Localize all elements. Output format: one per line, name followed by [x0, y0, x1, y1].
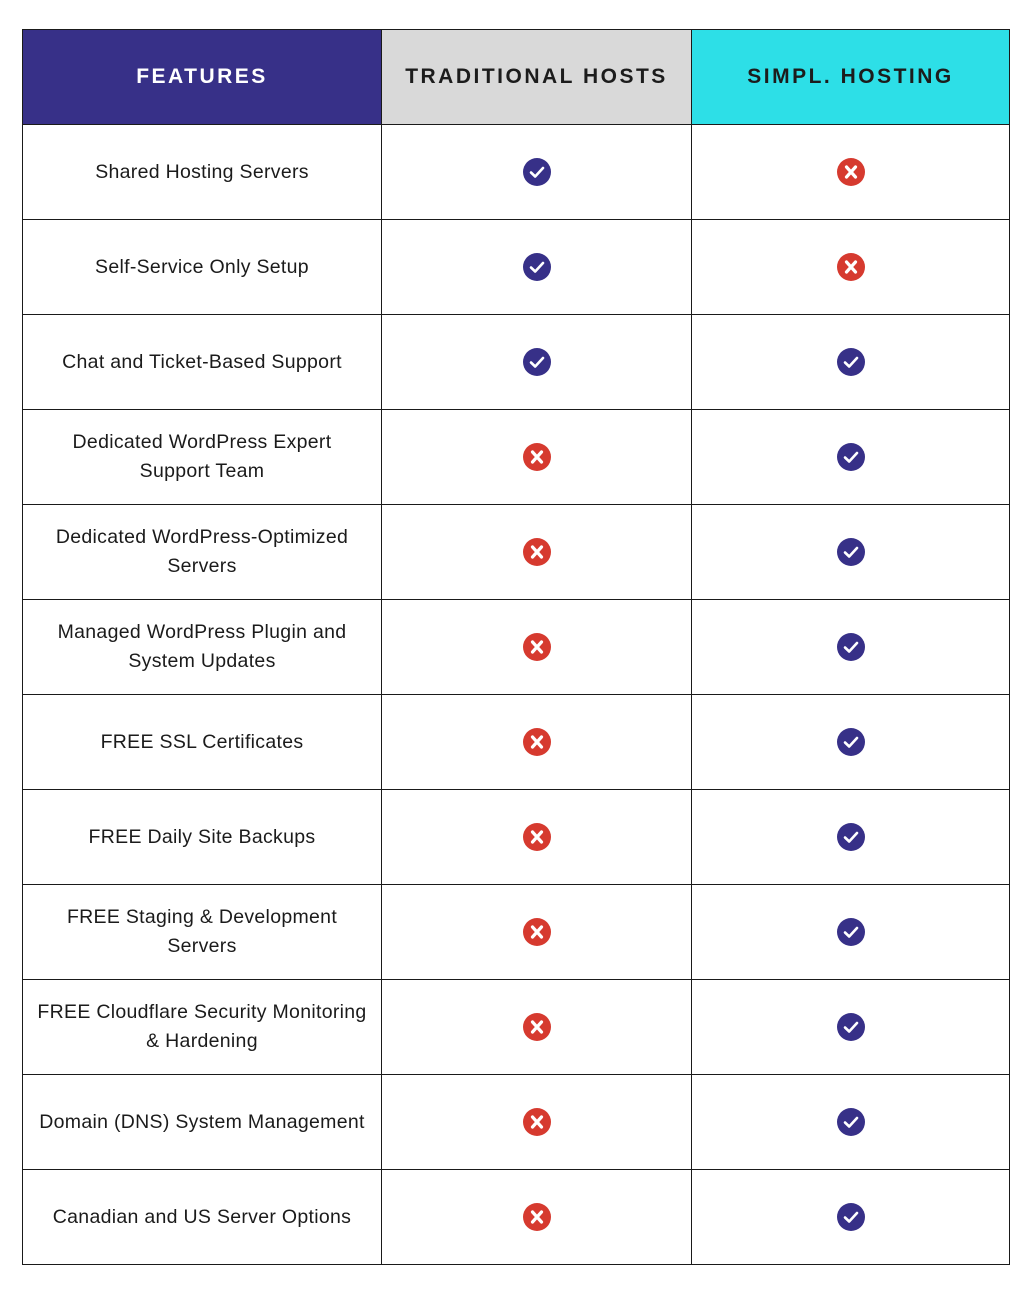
- cross-icon: [522, 727, 552, 757]
- table-body: [23, 125, 1010, 1265]
- table-row: [23, 600, 1010, 695]
- traditional-cell: [382, 695, 692, 790]
- traditional-cell: [382, 600, 692, 695]
- check-icon: [836, 727, 866, 757]
- simpl-cell: [692, 1170, 1010, 1265]
- check-icon: [836, 1107, 866, 1137]
- table-row: [23, 980, 1010, 1075]
- feature-label: Dedicated WordPress-Optimized Servers: [55, 526, 349, 577]
- simpl-cell: [692, 600, 1010, 695]
- table-row: [23, 505, 1010, 600]
- cross-icon: [522, 1202, 552, 1232]
- simpl-cell: [692, 790, 1010, 885]
- feature-cell: [23, 125, 382, 220]
- feature-label: Dedicated WordPress Expert Support Team: [72, 431, 332, 482]
- feature-label: Domain (DNS) System Management: [39, 1110, 365, 1133]
- simpl-cell: [692, 410, 1010, 505]
- traditional-hosts-header: TRADITIONAL HOSTS: [382, 30, 692, 125]
- feature-cell: [23, 790, 382, 885]
- cross-icon: [522, 1012, 552, 1042]
- header-row: [23, 30, 1010, 125]
- simpl-cell: [692, 885, 1010, 980]
- traditional-cell: [382, 315, 692, 410]
- feature-label: FREE Cloudflare Security Monitoring & Hardening: [37, 1001, 367, 1052]
- table-row: [23, 790, 1010, 885]
- cross-icon: [836, 157, 866, 187]
- check-icon: [836, 537, 866, 567]
- check-icon: [836, 822, 866, 852]
- table-row: [23, 1170, 1010, 1265]
- table-row: [23, 410, 1010, 505]
- check-icon: [836, 347, 866, 377]
- feature-label: Self-Service Only Setup: [95, 255, 309, 278]
- features-header: FEATURES: [23, 30, 382, 125]
- check-icon: [522, 347, 552, 377]
- comparison-table: [22, 29, 1010, 1265]
- feature-cell: [23, 1170, 382, 1265]
- table-row: [23, 220, 1010, 315]
- feature-cell: [23, 220, 382, 315]
- table-row: [23, 315, 1010, 410]
- cross-icon: [522, 822, 552, 852]
- feature-cell: [23, 1075, 382, 1170]
- feature-cell: [23, 695, 382, 790]
- table-row: [23, 1075, 1010, 1170]
- simpl-cell: [692, 505, 1010, 600]
- simpl-hosting-header: SIMPL. HOSTING: [692, 30, 1010, 125]
- simpl-cell: [692, 1075, 1010, 1170]
- traditional-cell: [382, 980, 692, 1075]
- traditional-cell: [382, 125, 692, 220]
- feature-label: Managed WordPress Plugin and System Updates: [57, 621, 347, 672]
- table-row: [23, 695, 1010, 790]
- simpl-cell: [692, 315, 1010, 410]
- feature-label: FREE Daily Site Backups: [88, 825, 316, 848]
- check-icon: [836, 442, 866, 472]
- traditional-cell: [382, 1170, 692, 1265]
- check-icon: [522, 252, 552, 282]
- check-icon: [836, 917, 866, 947]
- feature-label: Canadian and US Server Options: [52, 1205, 352, 1228]
- traditional-cell: [382, 410, 692, 505]
- cross-icon: [522, 632, 552, 662]
- simpl-cell: [692, 220, 1010, 315]
- traditional-cell: [382, 220, 692, 315]
- traditional-cell: [382, 885, 692, 980]
- simpl-cell: [692, 125, 1010, 220]
- simpl-cell: [692, 695, 1010, 790]
- feature-cell: [23, 980, 382, 1075]
- check-icon: [836, 1012, 866, 1042]
- feature-cell: [23, 410, 382, 505]
- traditional-cell: [382, 505, 692, 600]
- cross-icon: [522, 442, 552, 472]
- feature-cell: [23, 600, 382, 695]
- table-row: [23, 125, 1010, 220]
- simpl-cell: [692, 980, 1010, 1075]
- feature-label: Shared Hosting Servers: [95, 160, 309, 183]
- feature-label: FREE Staging & Development Servers: [66, 906, 338, 957]
- cross-icon: [522, 917, 552, 947]
- feature-cell: [23, 505, 382, 600]
- check-icon: [836, 632, 866, 662]
- feature-label: FREE SSL Certificates: [100, 730, 304, 753]
- table-row: [23, 885, 1010, 980]
- cross-icon: [836, 252, 866, 282]
- check-icon: [836, 1202, 866, 1232]
- cross-icon: [522, 537, 552, 567]
- feature-cell: [23, 315, 382, 410]
- traditional-cell: [382, 790, 692, 885]
- feature-cell: [23, 885, 382, 980]
- check-icon: [522, 157, 552, 187]
- feature-label: Chat and Ticket-Based Support: [62, 350, 342, 373]
- cross-icon: [522, 1107, 552, 1137]
- traditional-cell: [382, 1075, 692, 1170]
